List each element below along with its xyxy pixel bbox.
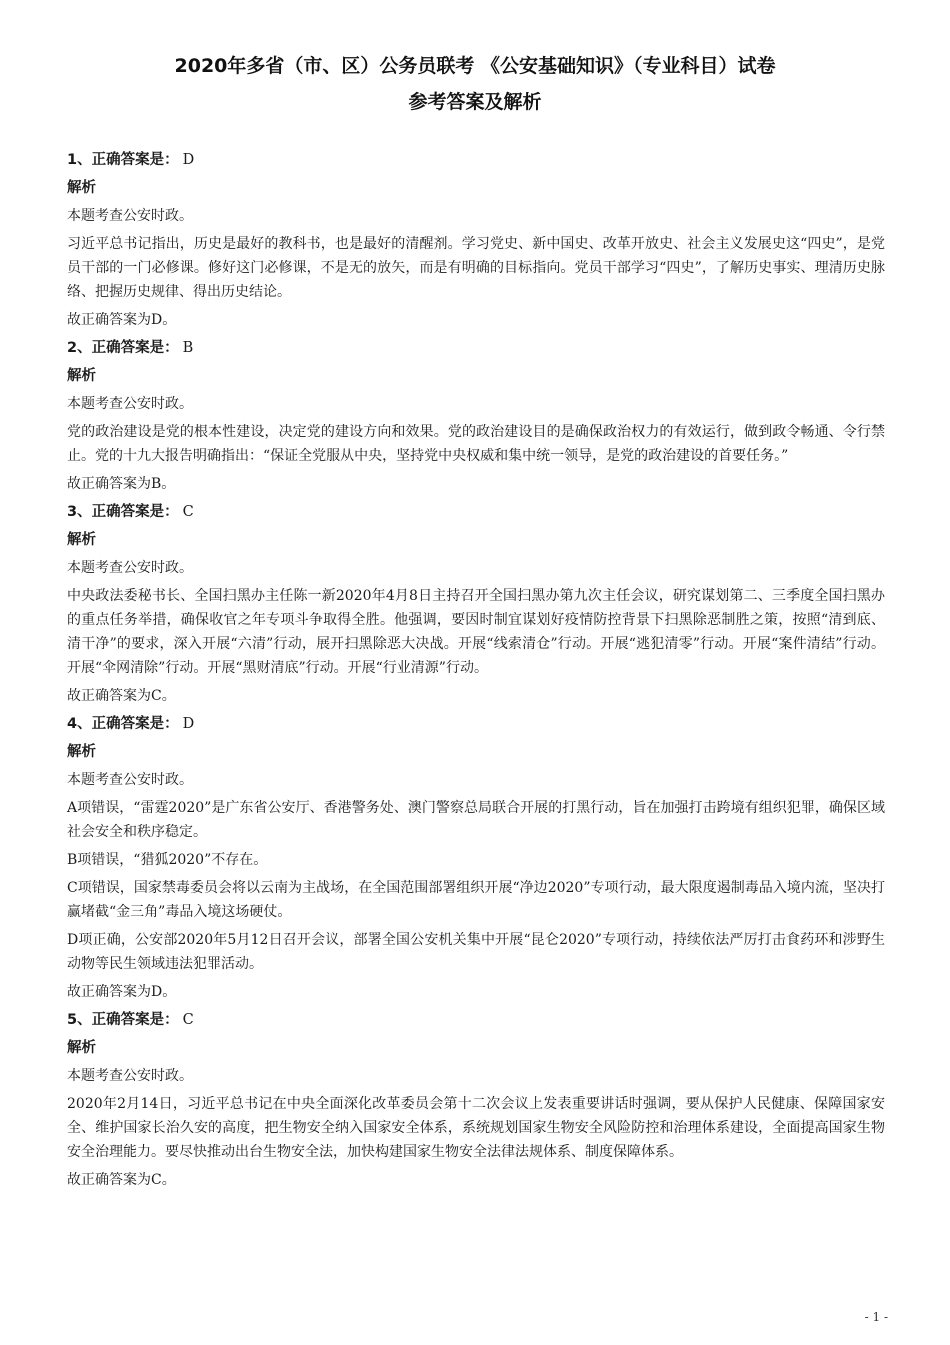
analysis-paragraph: 中央政法委秘书长、全国扫黑办主任陈一新2020年4月8日主持召开全国扫黑办第九次主任会议，研究谋划第二、三季度全国扫黑办的重点任务举措，确保收官之年专项斗争取得全胜。他强调，要因时制宜谋划好疫情防控背景下扫黑除恶制胜之策，按照“清到底、清干净”的要求，深入开展“六清”行动，展开扫黑除恶大决战。开展“线索清仓”行动。开展“逃犯清零”行动。开展“案件清结”行动。开展“伞网清除”行动。开展“黑财清底”行动。开展“行业清源”行动。 — [67, 588, 885, 676]
question-block — [67, 712, 885, 1004]
analysis-paragraph: A项错误，“雷霆2020”是广东省公安厅、香港警务处、澳门警察总局联合开展的打黑行动，旨在加强打击跨境有组织犯罪，确保区域社会安全和秩序稳定。 — [67, 800, 885, 840]
document-subtitle: 参考答案及解析 — [408, 91, 542, 113]
question-block — [67, 1008, 885, 1192]
analysis-heading: 解析 — [67, 368, 96, 384]
analysis-paragraph: C项错误，国家禁毒委员会将以云南为主战场，在全国范围部署组织开展“净边2020”专项行动，最大限度遏制毒品入境内流，坚决打赢堵截“金三角”毒品入境这场硬仗。 — [67, 880, 885, 920]
analysis-heading: 解析 — [67, 1040, 96, 1056]
analysis-paragraph: 党的政治建设是党的根本性建设，决定党的建设方向和效果。党的政治建设目的是确保政治权力的有效运行，做到政令畅通、令行禁止。党的十九大报告明确指出：“保证全党服从中央，坚持党中央权威和集中统一领导，是党的政治建设的首要任务。” — [67, 424, 885, 464]
analysis-heading: 解析 — [67, 532, 96, 548]
analysis-paragraph: 故正确答案为D。 — [67, 984, 177, 1000]
answer-line — [67, 336, 885, 360]
analysis-paragraph: 本题考查公安时政。 — [67, 208, 193, 224]
answer-value: C — [182, 1012, 194, 1028]
answer-line — [67, 712, 885, 736]
answer-label: 4、正确答案是： — [67, 716, 179, 732]
answers-section — [67, 148, 885, 1196]
answer-line — [67, 1008, 885, 1032]
analysis-paragraph: 2020年2月14日，习近平总书记在中央全面深化改革委员会第十二次会议上发表重要讲话时强调，要从保护人民健康、保障国家安全、维护国家长治久安的高度，把生物安全纳入国家安全体系，系统规划国家生物安全风险防控和治理体系建设，全面提高国家生物安全治理能力。要尽快推动出台生物安全法，加快构建国家生物安全法律法规体系、制度保障体系。 — [67, 1096, 885, 1160]
answer-value: B — [182, 340, 194, 356]
question-block — [67, 148, 885, 332]
answer-value: D — [182, 152, 195, 168]
answer-line — [67, 148, 885, 172]
analysis-paragraph: B项错误，“猎狐2020”不存在。 — [67, 852, 268, 868]
analysis-paragraph: 故正确答案为C。 — [67, 688, 176, 704]
analysis-paragraph: 故正确答案为C。 — [67, 1172, 176, 1188]
answer-value: D — [182, 716, 195, 732]
analysis-paragraph: 故正确答案为D。 — [67, 312, 177, 328]
question-block — [67, 336, 885, 496]
analysis-paragraph: 本题考查公安时政。 — [67, 396, 193, 412]
answer-label: 1、正确答案是： — [67, 152, 179, 168]
page-number: - 1 - — [864, 1310, 888, 1324]
answer-line — [67, 500, 885, 524]
answer-label: 3、正确答案是： — [67, 504, 179, 520]
answer-value: C — [182, 504, 194, 520]
analysis-paragraph: D项正确，公安部2020年5月12日召开会议，部署全国公安机关集中开展“昆仑2020”专项行动，持续依法严厉打击食药环和涉野生动物等民生领域违法犯罪活动。 — [67, 932, 885, 972]
analysis-heading: 解析 — [67, 180, 96, 196]
question-block — [67, 500, 885, 708]
answer-label: 5、正确答案是： — [67, 1012, 179, 1028]
analysis-paragraph: 习近平总书记指出，历史是最好的教科书，也是最好的清醒剂。学习党史、新中国史、改革开放史、社会主义发展史这“四史”，是党员干部的一门必修课。修好这门必修课，不是无的放矢，而是有明确的目标指向。党员干部学习“四史”，了解历史事实、理清历史脉络、把握历史规律、得出历史结论。 — [67, 236, 885, 300]
analysis-paragraph: 本题考查公安时政。 — [67, 560, 193, 576]
analysis-paragraph: 本题考查公安时政。 — [67, 1068, 193, 1084]
document-title: 2020年多省（市、区）公务员联考 《公安基础知识》（专业科目）试卷 — [174, 55, 776, 77]
analysis-paragraph: 本题考查公安时政。 — [67, 772, 193, 788]
answer-label: 2、正确答案是： — [67, 340, 179, 356]
analysis-heading: 解析 — [67, 744, 96, 760]
analysis-paragraph: 故正确答案为B。 — [67, 476, 176, 492]
